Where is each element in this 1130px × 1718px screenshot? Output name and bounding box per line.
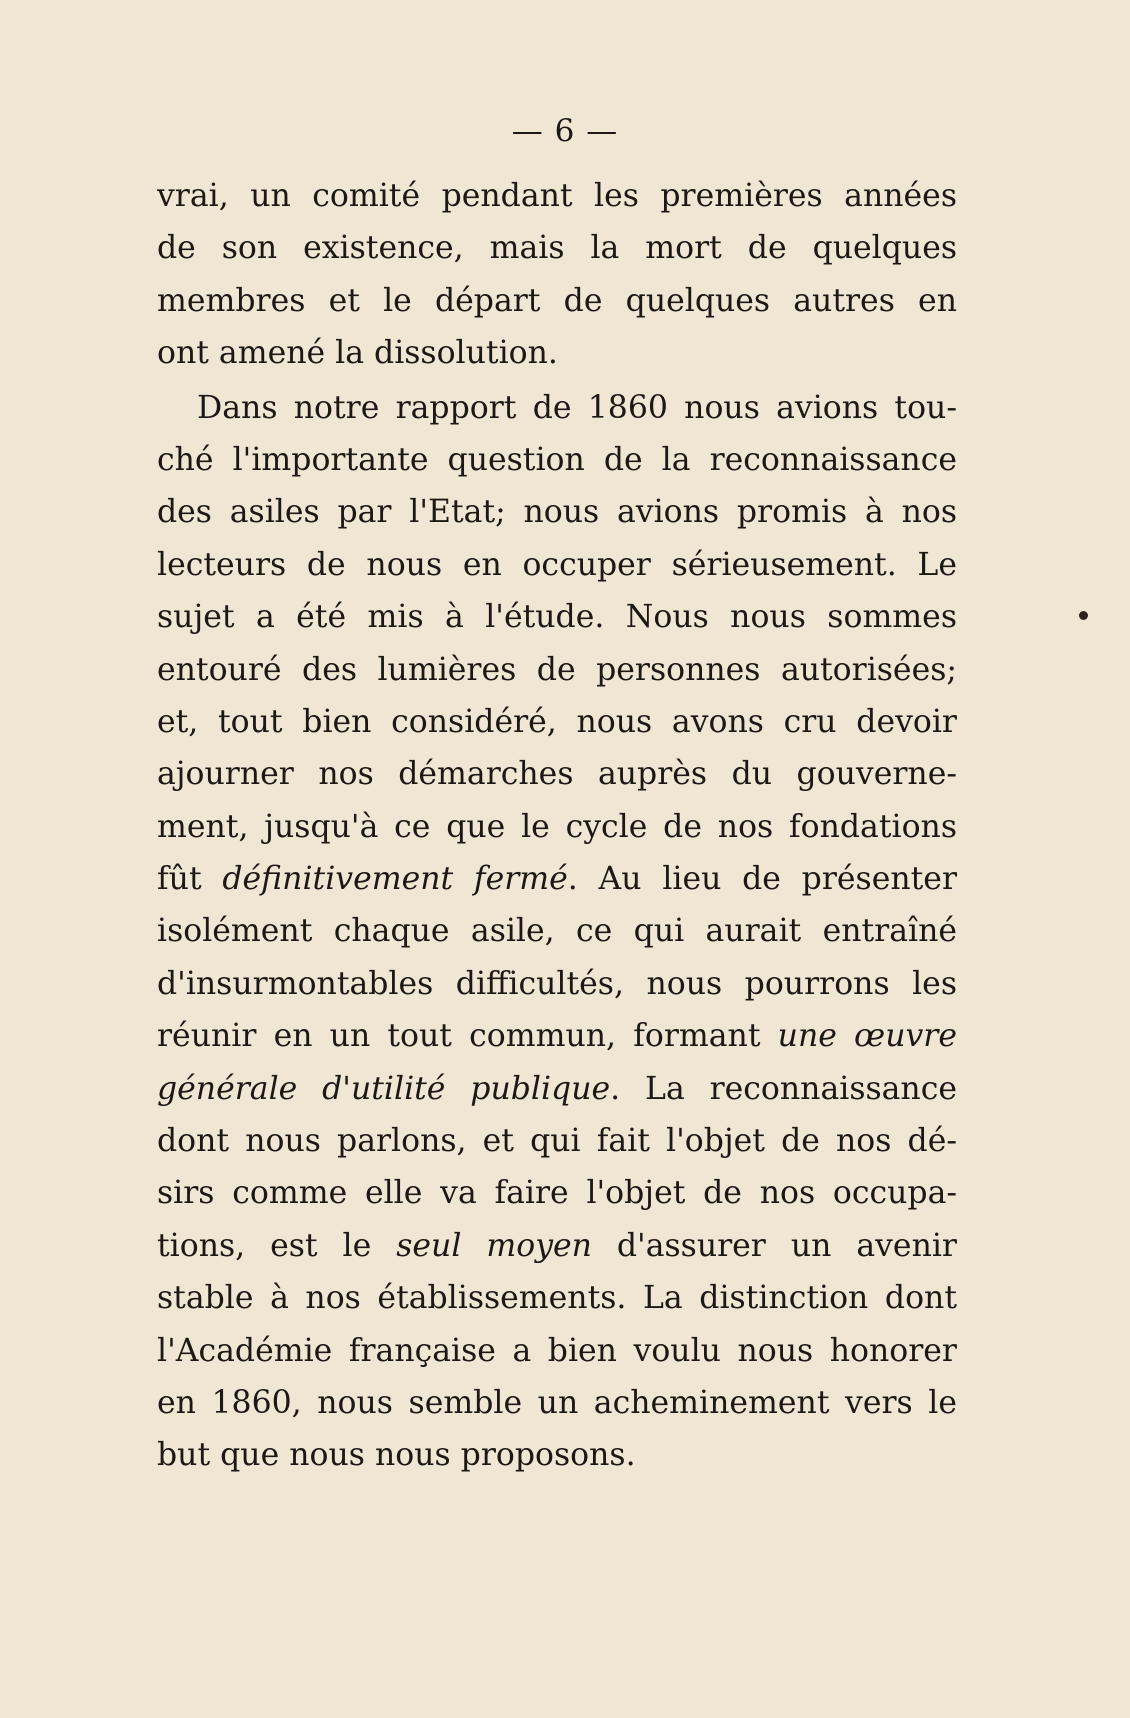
text-segment: Dans notre rapport de 1860 nous avions tou- (197, 389, 957, 426)
text-line (157, 905, 957, 957)
text-line (157, 1167, 957, 1219)
text-line (157, 382, 957, 434)
text-segment: isolément chaque asile, ce qui aurait entraîné (157, 913, 957, 950)
text-segment: membres et le départ de quelques autres en (157, 282, 957, 319)
text-segment: sujet a été mis à l'étude. Nous nous sommes (157, 599, 957, 636)
text-segment: . Au lieu de présenter (567, 861, 957, 898)
text-line (157, 1115, 957, 1167)
text-segment: but que nous nous proposons. (157, 1437, 636, 1474)
text-line (157, 1377, 957, 1429)
text-segment: et, tout bien considéré, nous avons cru devoir (157, 703, 957, 740)
text-line (157, 853, 957, 905)
text-line (157, 1325, 957, 1377)
text-line (157, 1429, 957, 1481)
text-segment: . La reconnaissance (610, 1070, 957, 1107)
text-line (157, 434, 957, 486)
text-segment: l'Académie française a bien voulu nous honorer (157, 1332, 957, 1369)
text-segment: sirs comme elle va faire l'objet de nos occupa- (157, 1175, 957, 1212)
text-line (157, 1220, 957, 1272)
text-segment: d'insurmontables difficultés, nous pourrons les (157, 965, 957, 1002)
text-segment: ché l'importante question de la reconnaissance (157, 441, 957, 478)
text-segment: d'assurer un avenir (591, 1227, 957, 1264)
page-number: — 6 — (511, 113, 619, 149)
text-line (157, 222, 957, 274)
text-segment: ment, jusqu'à ce que le cycle de nos fondations (157, 808, 957, 845)
text-line (157, 958, 957, 1010)
body-text (157, 170, 957, 1482)
italic-text: générale d'utilité publique (157, 1070, 611, 1107)
text-segment: entouré des lumières de personnes autorisées; (157, 651, 957, 688)
text-segment: fût (157, 861, 223, 898)
text-segment: ont amené la dissolution. (157, 335, 558, 372)
text-line (157, 801, 957, 853)
text-line (157, 486, 957, 538)
text-line (157, 539, 957, 591)
text-line (157, 748, 957, 800)
text-segment: en 1860, nous semble un acheminement vers le (157, 1384, 957, 1421)
text-segment: tions, est le (157, 1227, 397, 1264)
text-line (157, 1063, 957, 1115)
ink-dot (1079, 611, 1088, 620)
text-line (157, 696, 957, 748)
text-segment: dont nous parlons, et qui fait l'objet de nos dé- (157, 1123, 957, 1160)
text-line (157, 170, 957, 222)
text-line (157, 327, 957, 379)
text-segment: vrai, un comité pendant les premières années (157, 178, 957, 214)
text-segment: des asiles par l'Etat; nous avions promis à nos (157, 494, 957, 531)
text-segment: stable à nos établissements. La distinction dont (157, 1280, 957, 1317)
text-segment: ajourner nos démarches auprès du gouverne- (157, 756, 957, 793)
italic-text: seul moyen (396, 1227, 592, 1264)
text-segment: de son existence, mais la mort de quelques (157, 230, 957, 267)
text-line (157, 1010, 957, 1062)
italic-text: une œuvre (777, 1018, 957, 1055)
text-line (157, 591, 957, 643)
text-line (157, 275, 957, 327)
text-line (157, 644, 957, 696)
text-segment: réunir en un tout commun, formant (157, 1018, 778, 1055)
italic-text: définitivement fermé (222, 861, 568, 898)
text-segment: lecteurs de nous en occuper sérieusement. Le (157, 546, 957, 583)
text-line (157, 1272, 957, 1324)
